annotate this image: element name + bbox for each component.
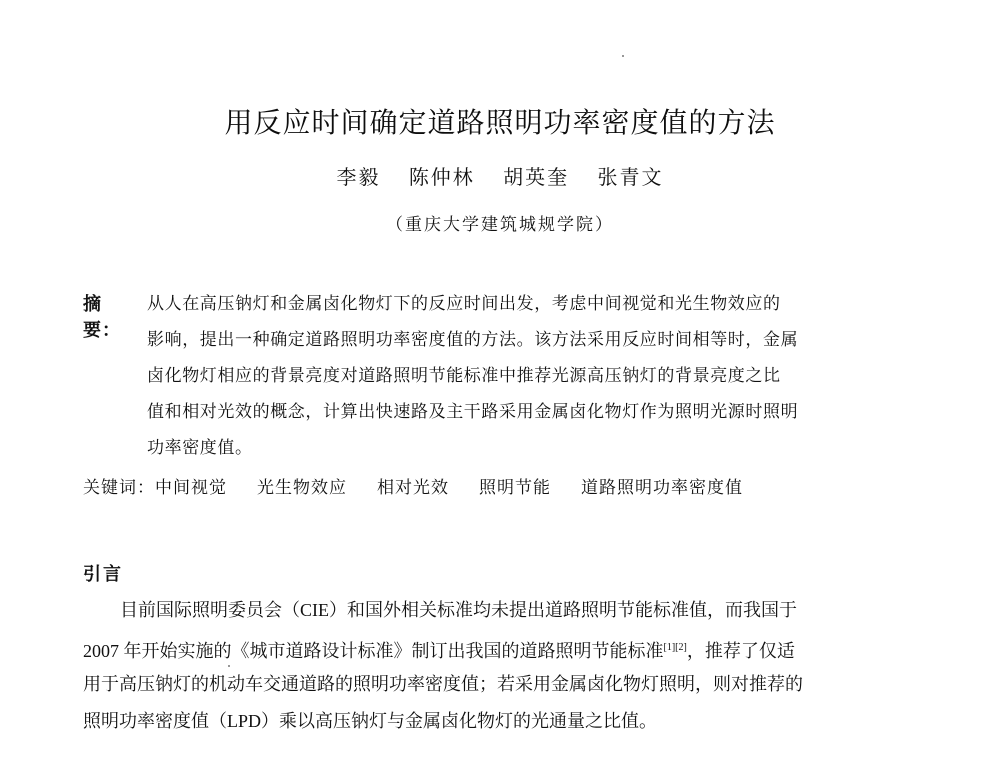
intro-paragraph <box>83 597 898 745</box>
author: 李毅 <box>336 165 381 189</box>
abstract-line: 卤化物灯相应的背景亮度对道路照明节能标准中推荐光源高压钠灯的背景亮度之比 <box>147 366 781 386</box>
keyword: 光生物效应 <box>257 478 347 498</box>
paragraph-line: 照明功率密度值（LPD）乘以高压钠灯与金属卤化物灯的光通量之比值。 <box>83 711 658 731</box>
line-text: 2007 年开始实施的《城市道路设计标准》制订出我国的道路照明节能标准 <box>83 641 664 661</box>
paragraph-line <box>83 634 898 671</box>
author-list <box>0 161 1000 190</box>
abstract-line: 功率密度值。 <box>147 438 253 458</box>
affiliation: （重庆大学建筑城规学院） <box>386 215 614 235</box>
abstract-line: 从人在高压钠灯和金属卤化物灯下的反应时间出发，考虑中间视觉和光生物效应的 <box>147 294 781 314</box>
section-heading: 引言 <box>83 564 123 585</box>
author: 张青文 <box>597 165 664 189</box>
keywords-label: 关键词： <box>83 478 155 498</box>
citation-ref: [1][2] <box>663 642 687 653</box>
paper-title: 用反应时间确定道路照明功率密度值的方法 <box>224 106 776 139</box>
keywords <box>83 473 773 498</box>
abstract <box>83 290 898 470</box>
author: 胡英奎 <box>503 165 570 189</box>
scan-speck <box>622 55 624 57</box>
keyword: 相对光效 <box>377 478 449 498</box>
scan-speck <box>228 665 230 667</box>
keyword: 照明节能 <box>479 478 551 498</box>
keyword: 中间视觉 <box>155 478 227 498</box>
abstract-line: 值和相对光效的概念，计算出快速路及主干路采用金属卤化物灯作为照明光源时照明 <box>147 402 799 422</box>
paragraph-line: 用于高压钠灯的机动车交通道路的照明功率密度值；若采用金属卤化物灯照明，则对推荐的 <box>83 674 803 694</box>
line-text: ，推荐了仅适 <box>686 641 795 661</box>
keyword: 道路照明功率密度值 <box>581 478 743 498</box>
author: 陈仲林 <box>408 165 475 189</box>
paragraph-line: 目前国际照明委员会（CIE）和国外相关标准均未提出道路照明节能标准值，而我国于 <box>120 600 797 620</box>
abstract-line: 影响，提出一种确定道路照明功率密度值的方法。该方法采用反应时间相等时，金属 <box>147 330 799 350</box>
abstract-label: 摘 要： <box>83 294 121 341</box>
